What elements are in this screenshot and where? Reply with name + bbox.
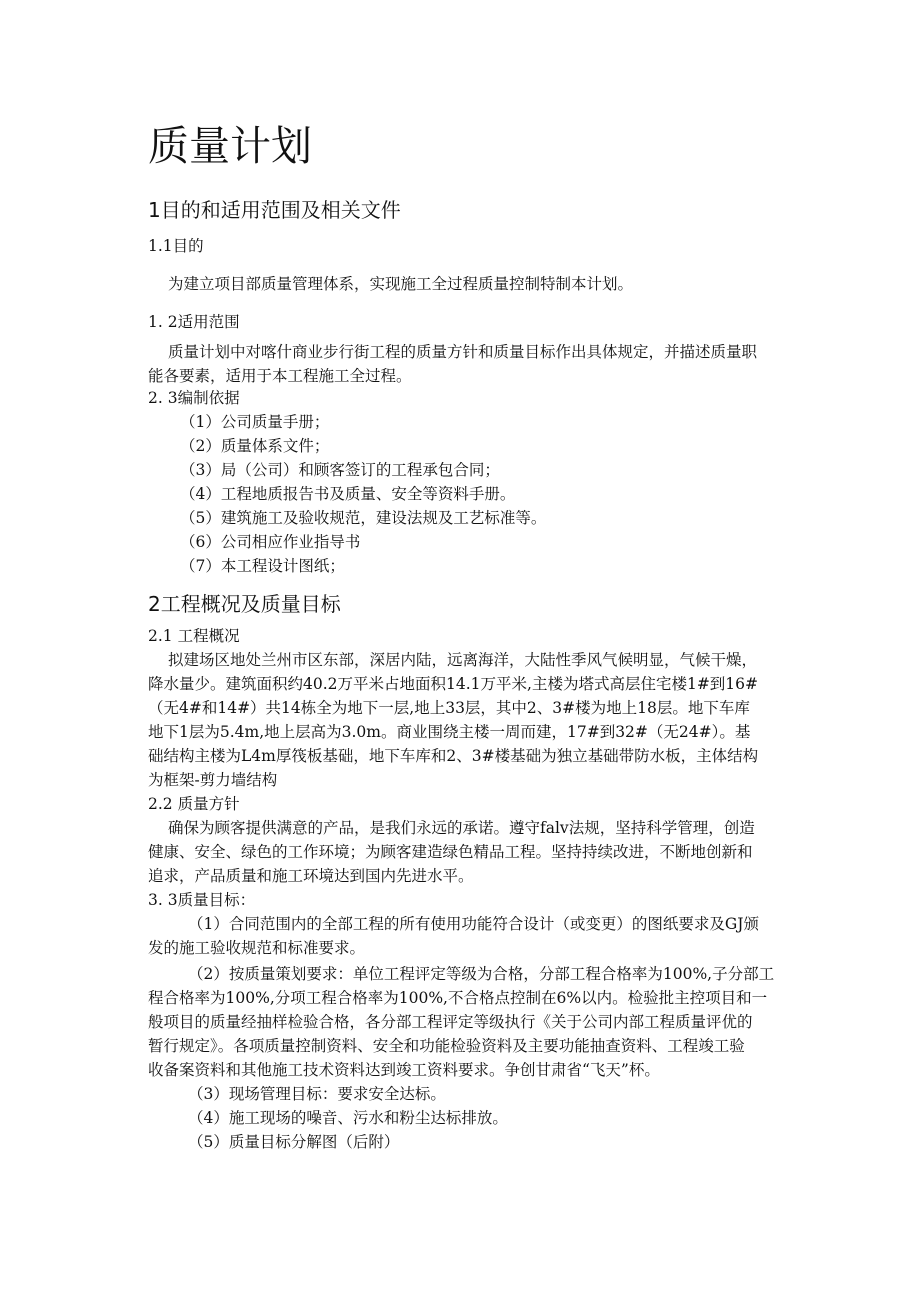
overview-line: 础结构主楼为L4m厚筏板基础，地下车库和2、3#楼基础为独立基础带防水板，主体结构 bbox=[148, 747, 759, 765]
policy-line: 确保为顾客提供满意的产品，是我们永远的承诺。遵守falv法规，坚持科学管理，创造 bbox=[168, 819, 755, 837]
section-1-2-heading: 1. 2适用范围 bbox=[148, 313, 240, 331]
basis-list-item: （5）建筑施工及验收规范，建设法规及工艺标准等。 bbox=[180, 509, 547, 527]
section-2-1-heading: 2.1 工程概况 bbox=[148, 627, 240, 645]
basis-list-item: （6）公司相应作业指导书 bbox=[180, 533, 361, 551]
goal-line: （2）按质量策划要求：单位工程评定等级为合格，分部工程合格率为100%,子分部工 bbox=[188, 965, 775, 983]
goal-line: （4）施工现场的噪音、污水和粉尘达标排放。 bbox=[188, 1109, 508, 1127]
goal-line: 暂行规定》。各项质量控制资料、安全和功能检验资料及主要功能抽查资料、工程竣工验 bbox=[148, 1037, 745, 1055]
overview-line: （无4#和14#）共14栋全为地下一层,地上33层，其中2、3#楼为地上18层。地下车库 bbox=[148, 699, 750, 717]
basis-list-item: （3）局（公司）和顾客签订的工程承包合同； bbox=[180, 461, 500, 479]
policy-line: 追求，产品质量和施工环境达到国内先进水平。 bbox=[148, 867, 474, 885]
basis-list-item: （1）公司质量手册； bbox=[180, 413, 330, 431]
goal-line: （1）合同范围内的全部工程的所有使用功能符合设计（或变更）的图纸要求及GJ颁 bbox=[188, 915, 759, 933]
basis-list-item: （2）质量体系文件； bbox=[180, 437, 330, 455]
section-1-1-heading: 1.1目的 bbox=[148, 237, 204, 255]
section-2-2-heading: 2.2 质量方针 bbox=[148, 795, 240, 813]
section-1-heading: 1目的和适用范围及相关文件 bbox=[148, 198, 401, 222]
goal-line: 般项目的质量经抽样检验合格，各分部工程评定等级执行《关于公司内部工程质量评优的 bbox=[148, 1013, 753, 1031]
goal-line: 程合格率为100%,分项工程合格率为100%,不合格点控制在6%以内。检验批主控项目和一 bbox=[148, 989, 768, 1007]
goal-line: （5）质量目标分解图（后附） bbox=[188, 1133, 400, 1151]
policy-line: 健康、安全、绿色的工作环境；为顾客建造绿色精品工程。坚持持续改进，不断地创新和 bbox=[148, 843, 753, 861]
section-1-2-line: 能各要素，适用于本工程施工全过程。 bbox=[148, 367, 412, 385]
section-1-1-paragraph: 为建立项目部质量管理体系，实现施工全过程质量控制特制本计划。 bbox=[168, 275, 634, 293]
goal-line: 收备案资料和其他施工技术资料达到竣工资料要求。争创甘肃省“飞天”杯。 bbox=[148, 1061, 660, 1079]
overview-line: 地下1层为5.4m,地上层高为3.0m。商业围绕主楼一周而建，17#到32#（无24#）。基 bbox=[148, 723, 751, 741]
overview-line: 为框架-剪力墙结构 bbox=[148, 771, 278, 789]
section-1-3-heading: 2. 3编制依据 bbox=[148, 389, 240, 407]
basis-list-item: （4）工程地质报告书及质量、安全等资料手册。 bbox=[180, 485, 516, 503]
goal-line: 发的施工验收规范和标准要求。 bbox=[148, 939, 366, 957]
overview-line: 拟建场区地处兰州市区东部，深居内陆，远离海洋，大陆性季风气候明显，气候干燥， bbox=[168, 651, 758, 669]
section-1-2-line: 质量计划中对喀什商业步行街工程的质量方针和质量目标作出具体规定，并描述质量职 bbox=[168, 343, 758, 361]
document-title: 质量计划 bbox=[148, 122, 312, 170]
basis-list-item: （7）本工程设计图纸； bbox=[180, 557, 345, 575]
section-2-3-heading: 3. 3质量目标： bbox=[148, 891, 256, 909]
overview-line: 降水量少。建筑面积约40.2万平米占地面积14.1万平米,主楼为塔式高层住宅楼1#到16# bbox=[148, 675, 759, 693]
section-2-heading: 2工程概况及质量目标 bbox=[148, 592, 341, 616]
goal-line: （3）现场管理目标：要求安全达标。 bbox=[188, 1085, 446, 1103]
